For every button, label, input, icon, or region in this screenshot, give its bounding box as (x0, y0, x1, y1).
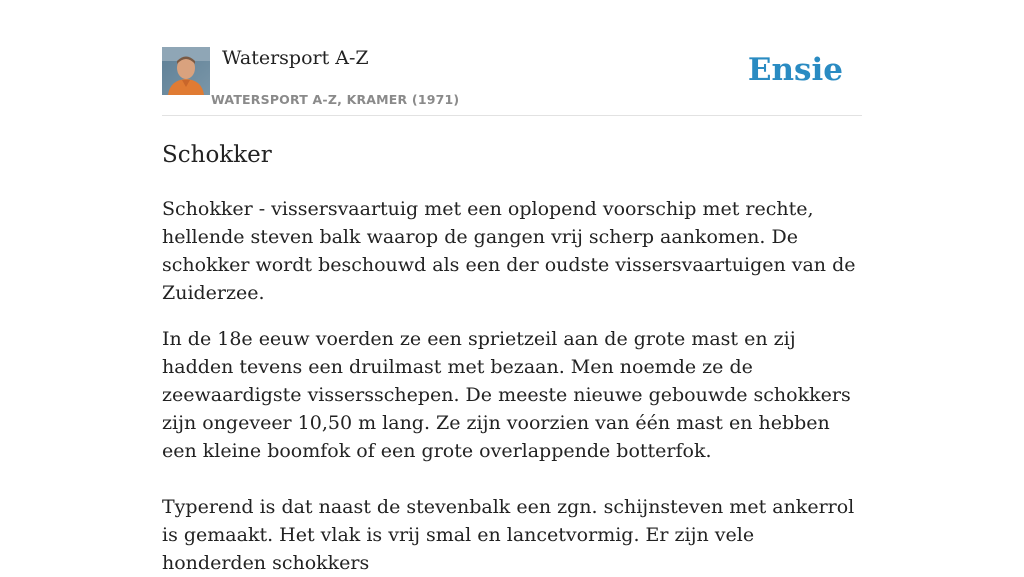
source-label: WATERSPORT A-Z, KRAMER (1971) (211, 92, 460, 107)
article-paragraph: Typerend is dat naast de stevenbalk een zgn. schijnsteven met ankerrol is gemaakt. Het vlak is vrij smal en lancetvormig. Er zijn vele honderden schokkers (162, 496, 855, 574)
article-body (162, 195, 862, 577)
author-avatar[interactable] (162, 47, 210, 95)
avatar-photo-icon (162, 47, 210, 95)
author-name-link[interactable]: Watersport A-Z (222, 47, 369, 69)
article-paragraph: In de 18e eeuw voerden ze een sprietzeil aan de grote mast en zij hadden tevens een druilmast met bezaan. Men noemde ze de zeewaardigste vissersschepen. De meeste nieuwe gebouwde schokkers zijn ongeveer 10,50 m lang. Ze zijn voorzien van één mast en hebben een kleine boomfok of een grote overlappende botterfok. (162, 328, 851, 462)
article-paragraph: Schokker - vissersvaartuig met een oplopend voorschip met rechte, hellende steven balk waarop de gangen vrij scherp aankomen. De schokker wordt beschouwd als een der oudste vissersvaartuigen van de Zuiderzee. (162, 198, 856, 304)
page-container (162, 0, 862, 574)
article-title: Schokker (162, 142, 272, 168)
header (162, 0, 862, 116)
ensie-logo[interactable]: Ensie (747, 52, 843, 88)
